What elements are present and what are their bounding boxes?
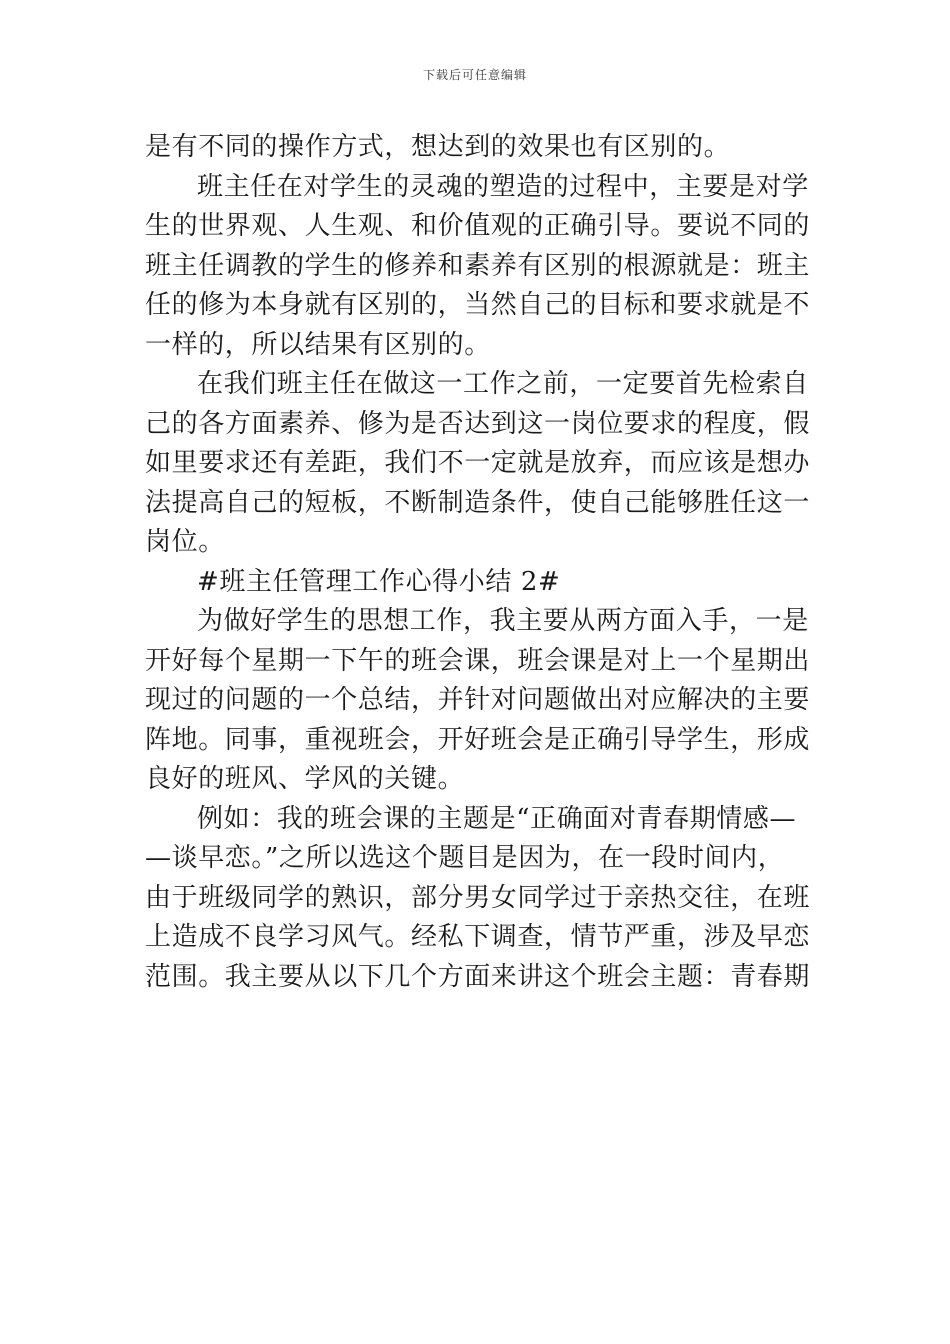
text-line: 班主任调教的学生的修养和素养有区别的根源就是：班主 — [145, 250, 811, 281]
paragraph-start-line: 为做好学生的思想工作，我主要从两方面入手，一是 — [197, 606, 809, 636]
text-line: 一样的，所以结果有区别的。 — [145, 329, 491, 360]
page-header: 下载后可任意编辑 — [422, 68, 527, 82]
text-line: 开好每个星期一下午的班会课，班会课是对上一个星期出 — [145, 645, 811, 676]
text-line: 阵地。同事，重视班会，开好班会是正确引导学生，形成 — [145, 724, 811, 755]
text-line: 由于班级同学的熟识，部分男女同学过于亲热交往，在班 — [145, 882, 811, 913]
text-line: 是有不同的操作方式，想达到的效果也有区别的。 — [145, 132, 731, 162]
paragraph-start-line: 在我们班主任在做这一工作之前，一定要首先检索自 — [197, 369, 809, 399]
text-line: 法提高自己的短板，不断制造条件，使自己能够胜任这一 — [145, 487, 811, 518]
paragraph-start-line: 班主任在对学生的灵魂的塑造的过程中，主要是对学 — [197, 171, 809, 202]
text-line: 范围。我主要从以下几个方面来讲这个班会主题：青春期 — [145, 961, 811, 992]
text-line: 如里要求还有差距，我们不一定就是放弃，而应该是想办 — [145, 448, 811, 478]
section-heading: #班主任管理工作心得小结 2# — [197, 566, 561, 597]
text-line: 良好的班风、学风的关键。 — [145, 764, 465, 794]
text-line: 岗位。 — [145, 527, 225, 557]
text-line: 现过的问题的一个总结，并针对问题做出对应解决的主要 — [145, 685, 811, 715]
text-line: 己的各方面素养、修为是否达到这一岗位要求的程度，假 — [145, 408, 811, 439]
text-line: 上造成不良学习风气。经私下调查，情节严重，涉及早恋 — [145, 922, 811, 952]
text-line: 生的世界观、人生观、和价值观的正确引导。要说不同的 — [145, 211, 811, 241]
text-line: —谈早恋。”之所以选这个题目是因为，在一段时间内， — [145, 843, 785, 873]
text-line: 任的修为本身就有区别的，当然自己的目标和要求就是不 — [145, 290, 811, 320]
document-body — [145, 128, 811, 997]
paragraph-start-line: 例如：我的班会课的主题是“正确面对青春期情感— — [197, 803, 797, 834]
